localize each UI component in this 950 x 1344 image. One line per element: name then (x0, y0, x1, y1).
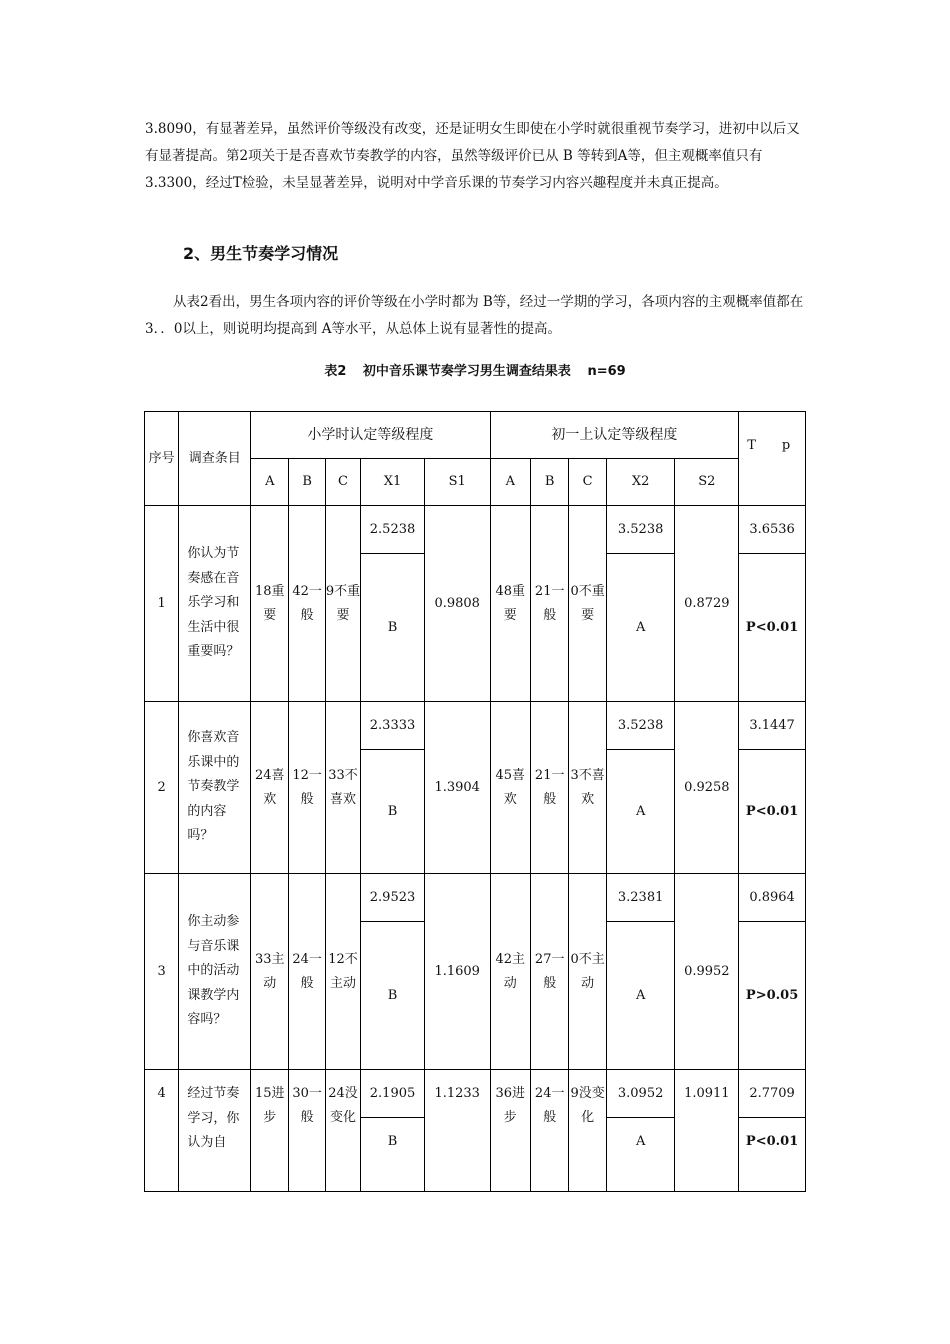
row-primary-b: 12一般 (289, 702, 325, 874)
paragraph-1: 3.8090，有显著差异，虽然评价等级没有改变，还是证明女生即使在小学时就很重视节奏学习，进初中以后又有显著提高。第2项关于是否喜欢节奏教学的内容，虽然等级评价已从 B 等转到A等，但主观概率值只有3.3300，经过T检验，未呈显著差异，说明对中学音乐课的节奏学习内容兴趣程度并未真正提高。 (145, 121, 800, 191)
header-c2: C (569, 459, 606, 506)
paragraph-2-text: 从表2看出，男生各项内容的评价等级在小学时都为 B等，经过一学期的学习，各项内容的主观概率值都在3．．0以上，则说明均提高到 A等水平，从总体上说有显著性的提高。 (145, 294, 804, 337)
row-primary-a: 15进步 (251, 1070, 289, 1192)
survey-table (144, 411, 806, 1192)
row-junior-a: 42主动 (490, 874, 530, 1070)
table-row (145, 506, 806, 554)
row-item: 你喜欢音乐课中的节奏教学的内容吗？ (179, 702, 251, 874)
row-x1: 2.1905 (361, 1070, 425, 1118)
row-item: 经过节奏学习，你认为自 (179, 1070, 251, 1192)
row-grade-1: B (361, 1118, 425, 1192)
row-junior-a: 48重要 (490, 506, 530, 702)
header-row-1 (145, 412, 806, 459)
table-row (145, 702, 806, 750)
header-junior: 初一上认定等级程度 (490, 412, 739, 459)
header-x2: X2 (606, 459, 675, 506)
section-title: 2、男生节奏学习情况 (183, 244, 339, 263)
row-junior-b: 21一般 (531, 506, 569, 702)
row-grade-1: B (361, 922, 425, 1070)
row-junior-b: 27一般 (531, 874, 569, 1070)
row-x2: 3.5238 (606, 702, 675, 750)
row-primary-b: 42一般 (289, 506, 325, 702)
row-primary-c: 9不重要 (325, 506, 360, 702)
row-item: 你认为节奏感在音乐学习和生活中很重要吗？ (179, 506, 251, 702)
row-grade-2: A (606, 554, 675, 702)
row-junior-c: 0不主动 (569, 874, 606, 1070)
row-primary-b: 24一般 (289, 874, 325, 1070)
header-b2: B (531, 459, 569, 506)
row-s1: 1.3904 (424, 702, 490, 874)
row-x2: 3.5238 (606, 506, 675, 554)
row-junior-c: 9没变化 (569, 1070, 606, 1192)
row-primary-b: 30一般 (289, 1070, 325, 1192)
row-primary-a: 24喜欢 (251, 702, 289, 874)
row-s2: 0.8729 (675, 506, 739, 702)
header-s1: S1 (424, 459, 490, 506)
row-seq: 3 (145, 874, 179, 1070)
row-x1: 2.3333 (361, 702, 425, 750)
header-a: A (251, 459, 289, 506)
table-caption (0, 360, 950, 379)
row-p: P>0.05 (739, 922, 806, 1070)
table-caption-label: 表2 (324, 364, 347, 379)
row-x2: 3.0952 (606, 1070, 675, 1118)
row-p: P<0.01 (739, 554, 806, 702)
table-caption-n: n=69 (587, 364, 626, 379)
table-caption-title: 初中音乐课节奏学习男生调查结果表 (362, 364, 571, 379)
row-junior-c: 3不喜欢 (569, 702, 606, 874)
row-junior-b: 21一般 (531, 702, 569, 874)
header-item: 调查条目 (179, 412, 251, 506)
row-primary-c: 24没变化 (325, 1070, 360, 1192)
row-junior-b: 24一般 (531, 1070, 569, 1192)
table-row (145, 874, 806, 922)
row-junior-c: 0不重要 (569, 506, 606, 702)
row-grade-1: B (361, 750, 425, 874)
row-t: 2.7709 (739, 1070, 806, 1118)
row-s1: 1.1233 (424, 1070, 490, 1192)
header-a2: A (490, 459, 530, 506)
row-s1: 0.9808 (424, 506, 490, 702)
row-p: P<0.01 (739, 750, 806, 874)
header-tp: T p (739, 412, 806, 506)
row-item: 你主动参与音乐课中的活动课教学内容吗？ (179, 874, 251, 1070)
table-row (145, 1070, 806, 1118)
row-grade-2: A (606, 750, 675, 874)
row-t: 3.1447 (739, 702, 806, 750)
row-seq: 1 (145, 506, 179, 702)
header-s2: S2 (675, 459, 739, 506)
row-t: 3.6536 (739, 506, 806, 554)
row-primary-c: 33不喜欢 (325, 702, 360, 874)
row-grade-2: A (606, 922, 675, 1070)
header-x1: X1 (361, 459, 425, 506)
row-seq: 2 (145, 702, 179, 874)
row-primary-a: 33主动 (251, 874, 289, 1070)
row-grade-1: B (361, 554, 425, 702)
row-grade-2: A (606, 1118, 675, 1192)
row-junior-a: 36进步 (490, 1070, 530, 1192)
header-seq: 序号 (145, 412, 179, 506)
row-junior-a: 45喜欢 (490, 702, 530, 874)
row-primary-a: 18重要 (251, 506, 289, 702)
paragraph-2 (145, 289, 810, 343)
header-primary: 小学时认定等级程度 (251, 412, 491, 459)
row-x2: 3.2381 (606, 874, 675, 922)
row-seq: 4 (145, 1070, 179, 1192)
row-x1: 2.5238 (361, 506, 425, 554)
row-s2: 1.0911 (675, 1070, 739, 1192)
row-t: 0.8964 (739, 874, 806, 922)
row-s1: 1.1609 (424, 874, 490, 1070)
row-primary-c: 12不主动 (325, 874, 360, 1070)
header-b: B (289, 459, 325, 506)
header-c: C (325, 459, 360, 506)
row-s2: 0.9952 (675, 874, 739, 1070)
row-p: P<0.01 (739, 1118, 806, 1192)
row-x1: 2.9523 (361, 874, 425, 922)
row-s2: 0.9258 (675, 702, 739, 874)
